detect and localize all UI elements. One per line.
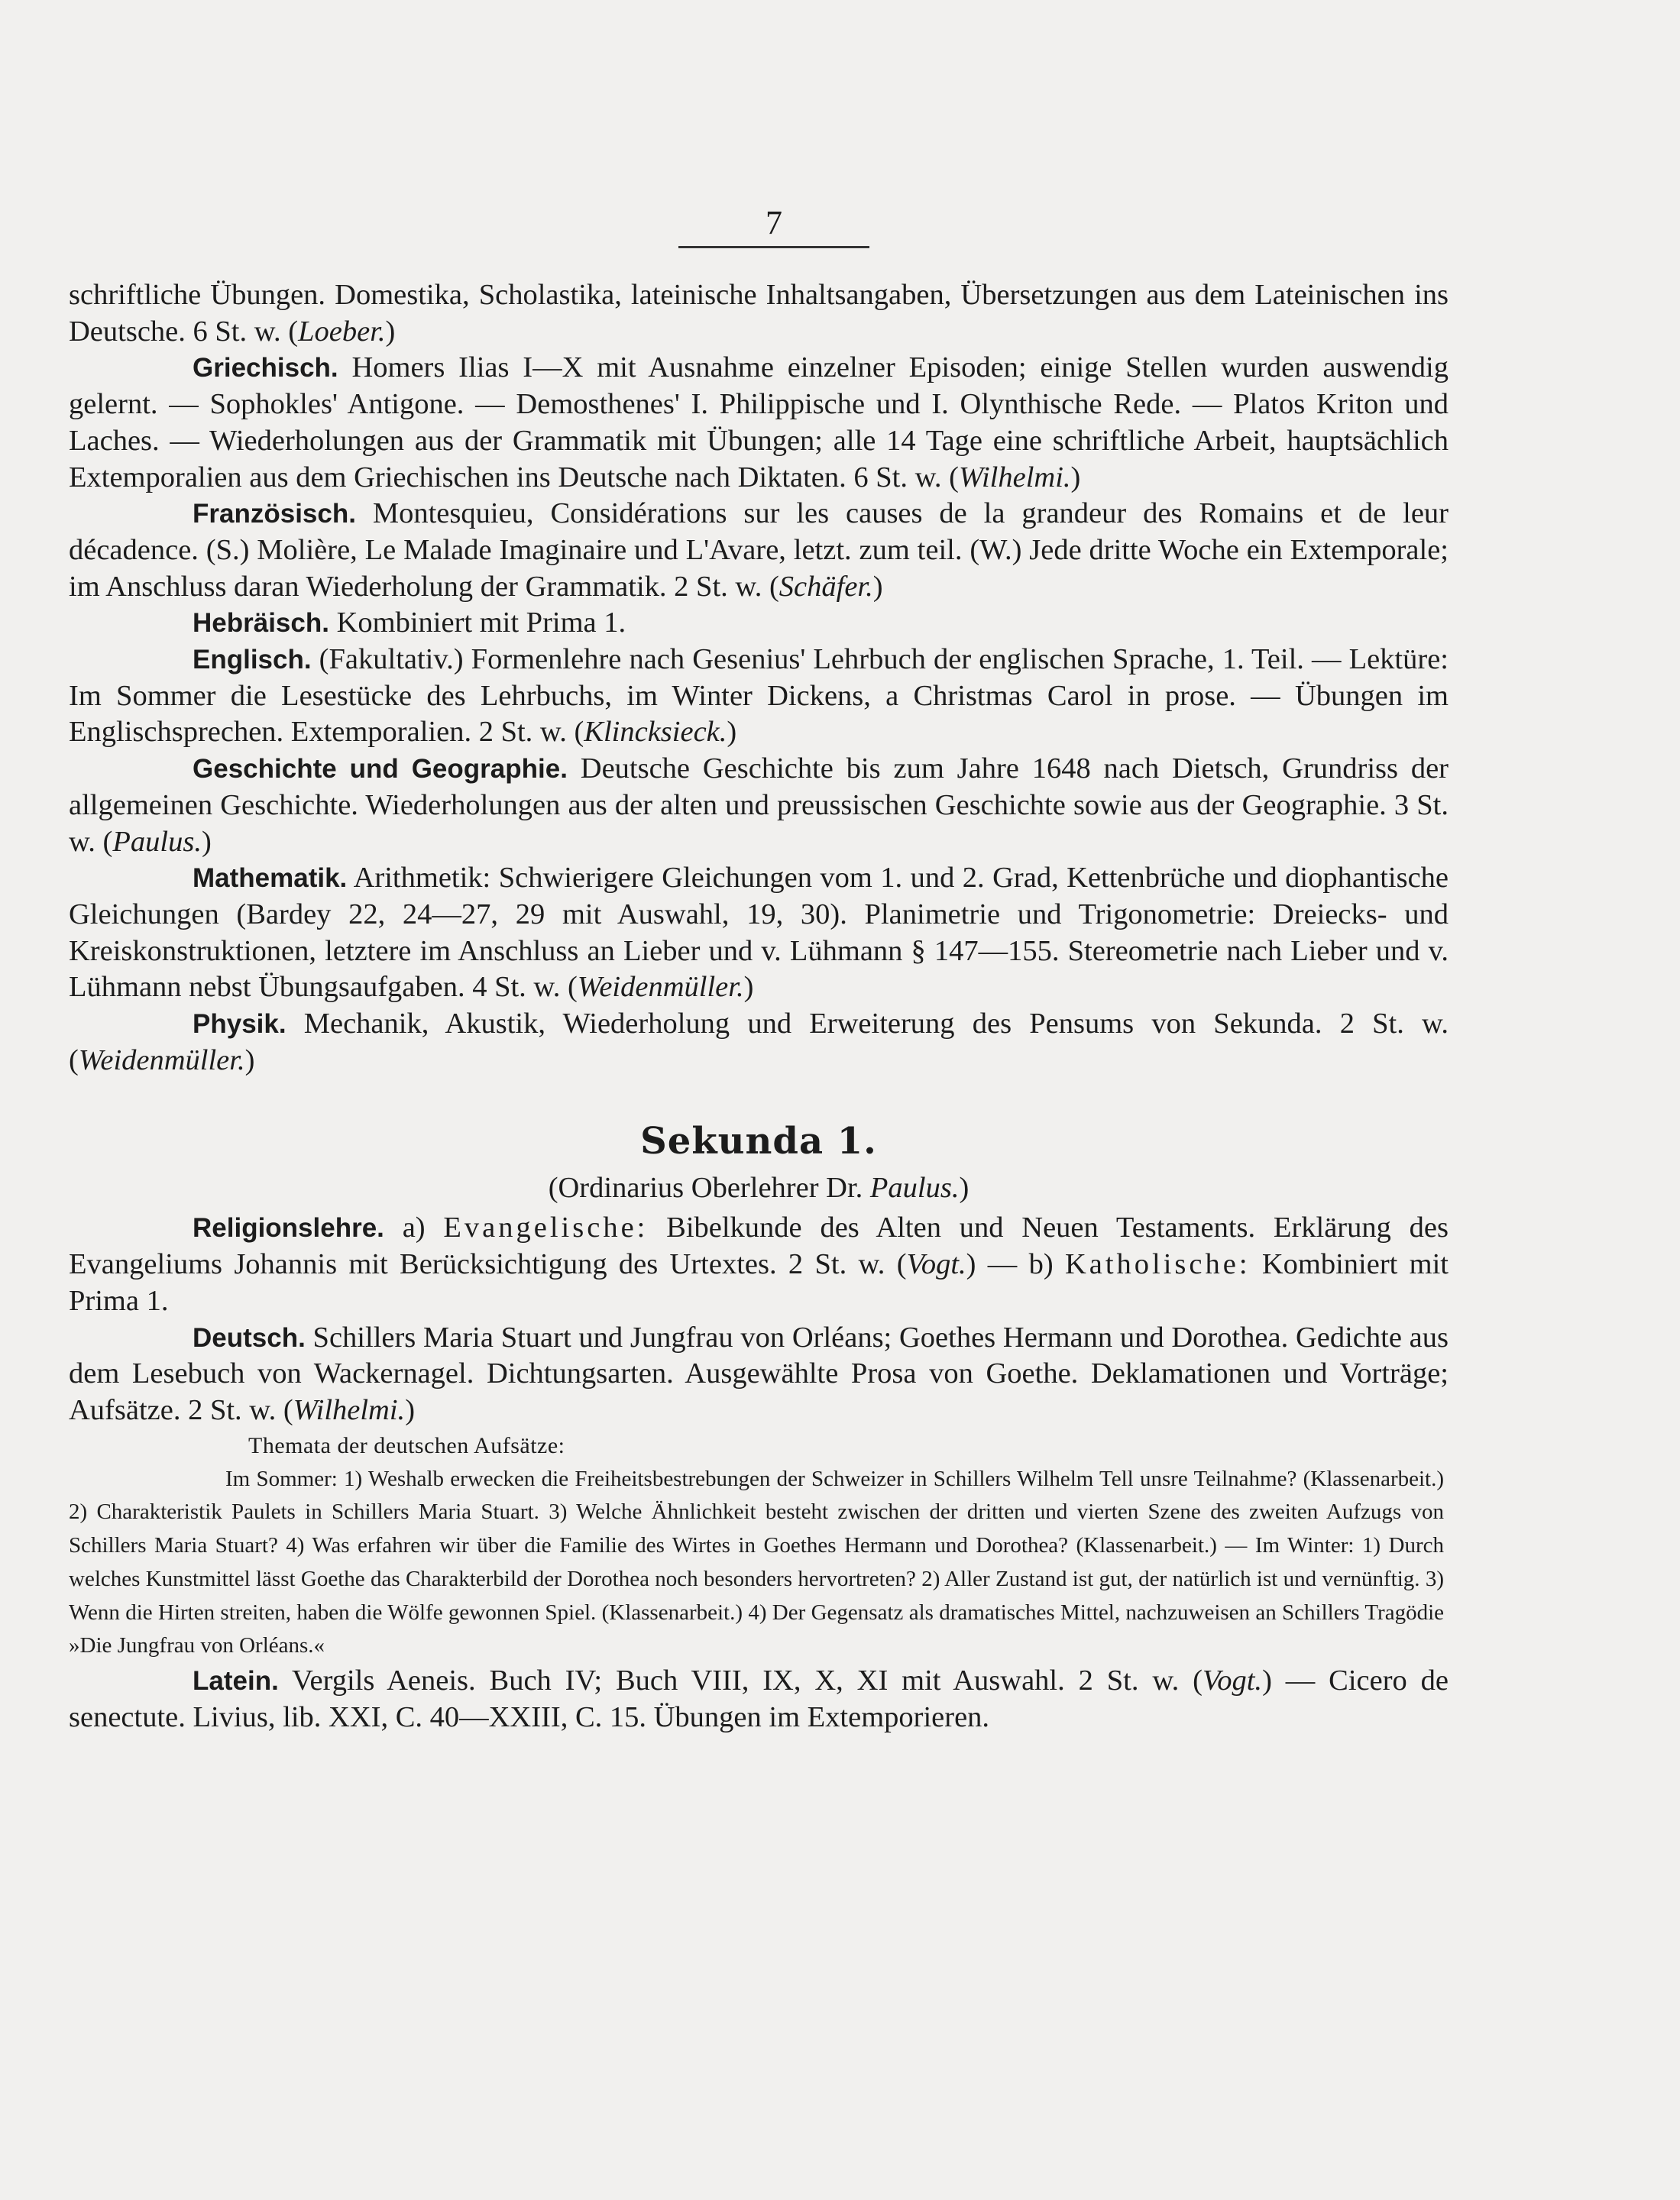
subject-teacher: Klincksieck.: [584, 716, 727, 749]
page-number: 7: [678, 200, 869, 248]
subject-paragraph: [69, 751, 1449, 860]
intro-paragraph: [69, 277, 1449, 350]
subject-tail: ): [244, 1043, 255, 1076]
subject-teacher: Schäfer.: [778, 570, 873, 603]
section-title: Sekunda 1.: [640, 1120, 877, 1163]
religion-a-tail: ) — b): [966, 1248, 1065, 1281]
subject-heading: Deutsch.: [193, 1322, 306, 1353]
subject-religionslehre: [69, 1210, 1449, 1319]
themata-heading: Themata der deutschen Aufsätze:: [248, 1432, 565, 1458]
subject-text: Kombiniert mit Prima 1.: [329, 607, 626, 639]
subject-heading: Griechisch.: [193, 353, 338, 383]
intro-tail: ): [385, 315, 396, 348]
subject-text: Homers Ilias I—X mit Ausnahme einzelner Episoden; einige Stellen wurden auswendig gelernt. — Sophokles' Antigone. — Demosthenes' I. Philippische und I. Olynthische Rede. — Platos Kriton und Laches. — Wiederholungen aus der Grammatik mit Übungen; alle 14 Tage eine schriftliche Arbeit, hauptsächlich Extemporalien aus dem Griechischen ins Deutsche nach Diktaten. 6 St. w. (: [69, 351, 1449, 493]
section-ordinarius: Paulus.: [869, 1172, 960, 1205]
subject-deutsch: [69, 1320, 1449, 1429]
religion-a-teacher: Vogt.: [906, 1248, 966, 1281]
subject-text: Arithmetik: Schwierigere Gleichungen vom 1. und 2. Grad, Kettenbrüche und diophantische Gleichungen (Bardey 22, 24—27, 29 mit Auswahl, 19, 30). Planimetrie und Trigonometrie: Dreiecks- und Kreiskonstruktionen, letztere im Anschluss an Lieber und v. Lühmann § 147—155. Stereometrie nach Lieber und v. Lühmann nebst Übungsaufgaben. 4 St. w. (: [69, 862, 1449, 1004]
religion-b-title: Katholische:: [1064, 1248, 1251, 1281]
subject-tail: ): [405, 1393, 416, 1426]
subject-text: Deutsche Geschichte bis zum Jahre 1648 nach Dietsch, Grundriss der allgemeinen Geschichte. Wiederholungen aus der alten und preussischen Geschichte sowie aus der Geographie. 3 St. w. (: [69, 752, 1449, 858]
subject-tail: ): [872, 570, 883, 603]
subject-paragraph: [69, 350, 1449, 496]
subject-heading: Hebräisch.: [193, 608, 329, 639]
subject-heading: Religionslehre.: [193, 1213, 384, 1244]
religion-a-text: Bibelkunde des Alten und Neuen Testaments. Erklärung des Evangeliums Johannis mit Berücksichtigung des Urtextes. 2 St. w. (: [69, 1212, 1449, 1281]
section-subtitle-suffix: ): [959, 1172, 969, 1205]
subject-text: Mechanik, Akustik, Wiederholung und Erweiterung des Pensums von Sekunda. 2 St. w. (: [69, 1008, 1449, 1076]
subject-teacher: Weidenmüller.: [577, 971, 744, 1004]
subject-teacher: Weidenmüller.: [78, 1043, 245, 1076]
subject-tail: ): [201, 825, 212, 858]
subject-heading: Geschichte und Geographie.: [193, 754, 568, 785]
subject-list: [69, 350, 1449, 1079]
section-subtitle-prefix: (Ordinarius Oberlehrer Dr.: [548, 1172, 870, 1205]
subject-heading: Französisch.: [193, 499, 356, 529]
subject-text: Schillers Maria Stuart und Jungfrau von Orléans; Goethes Hermann und Dorothea. Gedichte aus dem Lesebuch von Wackernagel. Dichtungsarten. Ausgewählte Prosa von Goethe. Deklamationen und Vorträge; Aufsätze. 2 St. w. (: [69, 1321, 1449, 1426]
subject-latein: [69, 1663, 1449, 1736]
subject-heading: Latein.: [193, 1665, 279, 1696]
religion-b-text: Kombiniert mit Prima 1.: [69, 1248, 1449, 1317]
religion-a-title: Evangelische:: [443, 1212, 649, 1244]
subject-tail: ) — Cicero de senectute. Livius, lib. XXI, C. 40—XXIII, C. 15. Übungen im Extemporieren.: [69, 1664, 1449, 1733]
subject-paragraph: [69, 496, 1449, 605]
subject-tail: ): [743, 971, 754, 1004]
subject-text: Vergils Aeneis. Buch IV; Buch VIII, IX, X, XI mit Auswahl. 2 St. w. (: [278, 1664, 1203, 1697]
subject-paragraph: [69, 1006, 1449, 1079]
subject-tail: ): [727, 716, 737, 749]
subject-teacher: Wilhelmi.: [959, 461, 1071, 493]
subject-heading: Englisch.: [193, 645, 312, 675]
subject-tail: ): [1070, 461, 1081, 493]
subject-teacher: Paulus.: [112, 825, 202, 858]
subject-paragraph: [69, 605, 1449, 642]
subject-text: (Fakultativ.) Formenlehre nach Gesenius' Lehrbuch der englischen Sprache, 1. Teil. — Lektüre: Im Sommer die Lesestücke des Lehrbuchs, im Winter Dickens, a Christmas Carol in prose. — Übungen im Englischsprechen. Extemporalien. 2 St. w. (: [69, 643, 1449, 749]
subject-text: Montesquieu, Considérations sur les causes de la grandeur des Romains et de leur décadence. (S.) Molière, Le Malade Imaginaire und L'Avare, letzt. zum teil. (W.) Jede dritte Woche ein Extemporale; im Anschluss daran Wiederholung der Grammatik. 2 St. w. (: [69, 497, 1449, 603]
subject-heading: Physik.: [193, 1009, 286, 1040]
subject-heading: Mathematik.: [193, 863, 348, 894]
subject-paragraph: [69, 860, 1449, 1006]
subject-paragraph: [69, 642, 1449, 751]
intro-text: schriftliche Übungen. Domestika, Scholastika, lateinische Inhaltsangaben, Übersetzungen aus dem Lateinischen ins Deutsche. 6 St. w. (: [69, 279, 1449, 348]
subject-teacher: Wilhelmi.: [293, 1393, 406, 1426]
themata-body: Im Sommer: 1) Weshalb erwecken die Freiheitsbestrebungen der Schweizer in Schillers Wilhelm Tell unsre Teilnahme? (Klassenarbeit.) 2) Charakteristik Paulets in Schillers Maria Stuart. 3) Welche Ähnlichkeit besteht zwischen der dritten und vierten Szene des zweiten Aufzugs von Schillers Maria Stuart? 4) Was erfahren wir über die Familie des Wirtes in Goethes Hermann und Dorothea? (Klassenarbeit.) — Im Winter: 1) Durch welches Kunstmittel lässt Goethe das Charakterbild der Dorothea noch besonders hervortreten? 2) Aller Zustand ist gut, der natürlich ist und vernünftig. 3) Wenn die Hirten streiten, haben die Wölfe gewonnen Spiel. (Klassenarbeit.) 4) Der Gegensatz als dramatisches Mittel, nachzuweisen an Schillers Tragödie »Die Jungfrau von Orléans.«: [69, 1466, 1444, 1658]
intro-teacher: Loeber.: [298, 315, 386, 348]
section-subtitle: [69, 1169, 1449, 1207]
page-content: [69, 277, 1449, 1736]
subject-teacher: Vogt.: [1202, 1664, 1263, 1697]
religion-a-label: a): [384, 1212, 444, 1244]
